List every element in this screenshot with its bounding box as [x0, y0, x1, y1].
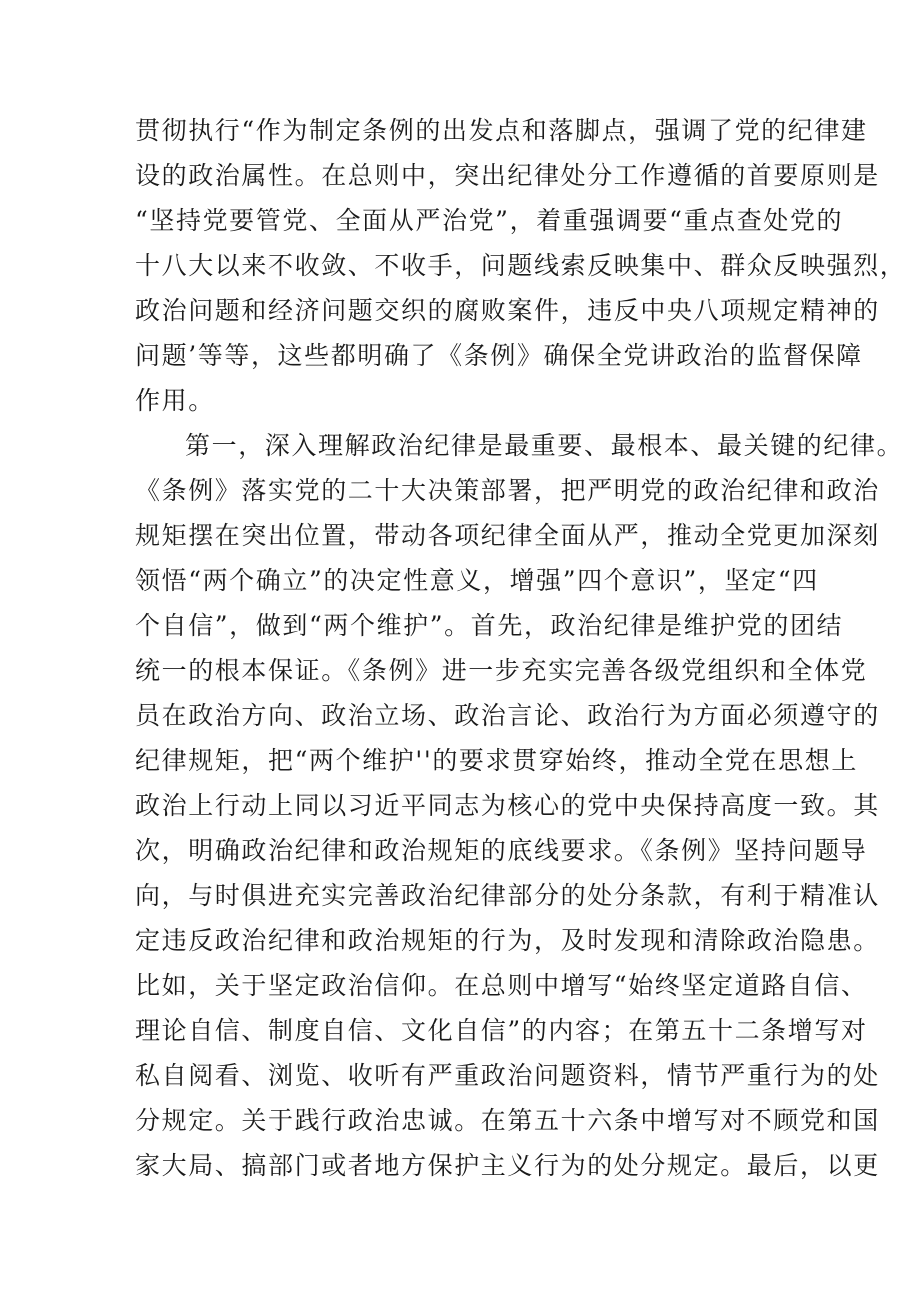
text-line: “坚持党要管党、全面从严治党”，着重强调要“重点查处党的	[135, 206, 844, 235]
text-line: 十八大以来不收敛、不收手，问题线索反映集中、群众反映强烈，	[135, 251, 907, 280]
text-line: 领悟“两个确立”的决定性意义，增强”四个意识”，坚定“四	[135, 566, 819, 595]
text-line: 个自信”，做到“两个维护”。首先，政治纪律是维护党的团结	[135, 611, 844, 640]
text-line: 统一的根本保证。《条例》进一步充实完善各级党组织和全体党	[135, 656, 868, 685]
text-line: 《条例》落实党的二十大决策部署，把严明党的政治纪律和政治	[135, 476, 880, 505]
text-line: 次，明确政治纪律和政治规矩的底线要求。《条例》坚持问题导	[135, 836, 868, 865]
text-line: 向，与时俱进充实完善政治纪律部分的处分条款，有利于精准认	[135, 881, 880, 910]
text-line: 规矩摆在突出位置，带动各项纪律全面从严，推动全党更加深刻	[135, 521, 880, 550]
text-line: 政治问题和经济问题交织的腐败案件，违反中央八项规定精神的	[135, 296, 880, 325]
text-line: 问题’等等，这些都明确了《条例》确保全党讲政治的监督保障	[135, 341, 863, 370]
text-line: 作用。	[135, 386, 215, 415]
text-line: 纪律规矩，把“两个维护''的要求贯穿始终，推动全党在思想上	[135, 746, 858, 775]
text-line: 设的政治属性。在总则中，突出纪律处分工作遵循的首要原则是	[135, 161, 880, 190]
text-line: 私自阅看、浏览、收听有严重政治问题资料，情节严重行为的处	[135, 1061, 880, 1090]
paragraph-first-line: 第一，深入理解政治纪律是最重要、最根本、最关键的纪律。	[185, 431, 904, 460]
text-line: 家大局、搞部门或者地方保护主义行为的处分规定。最后，以更	[135, 1151, 880, 1180]
text-line: 贯彻执行“作为制定条例的出发点和落脚点，强调了党的纪律建	[135, 116, 868, 145]
text-line: 理论自信、制度自信、文化自信”的内容；在第五十二条增写对	[135, 1016, 868, 1045]
text-line: 比如，关于坚定政治信仰。在总则中增写“始终坚定道路自信、	[135, 971, 868, 1000]
text-line: 政治上行动上同以习近平同志为核心的党中央保持高度一致。其	[135, 791, 880, 820]
text-line: 员在政治方向、政治立场、政治言论、政治行为方面必须遵守的	[135, 701, 880, 730]
text-line: 分规定。关于践行政治忠诚。在第五十六条中增写对不顾党和国	[135, 1106, 880, 1135]
text-line: 定违反政治纪律和政治规矩的行为，及时发现和清除政治隐患。	[135, 926, 880, 955]
